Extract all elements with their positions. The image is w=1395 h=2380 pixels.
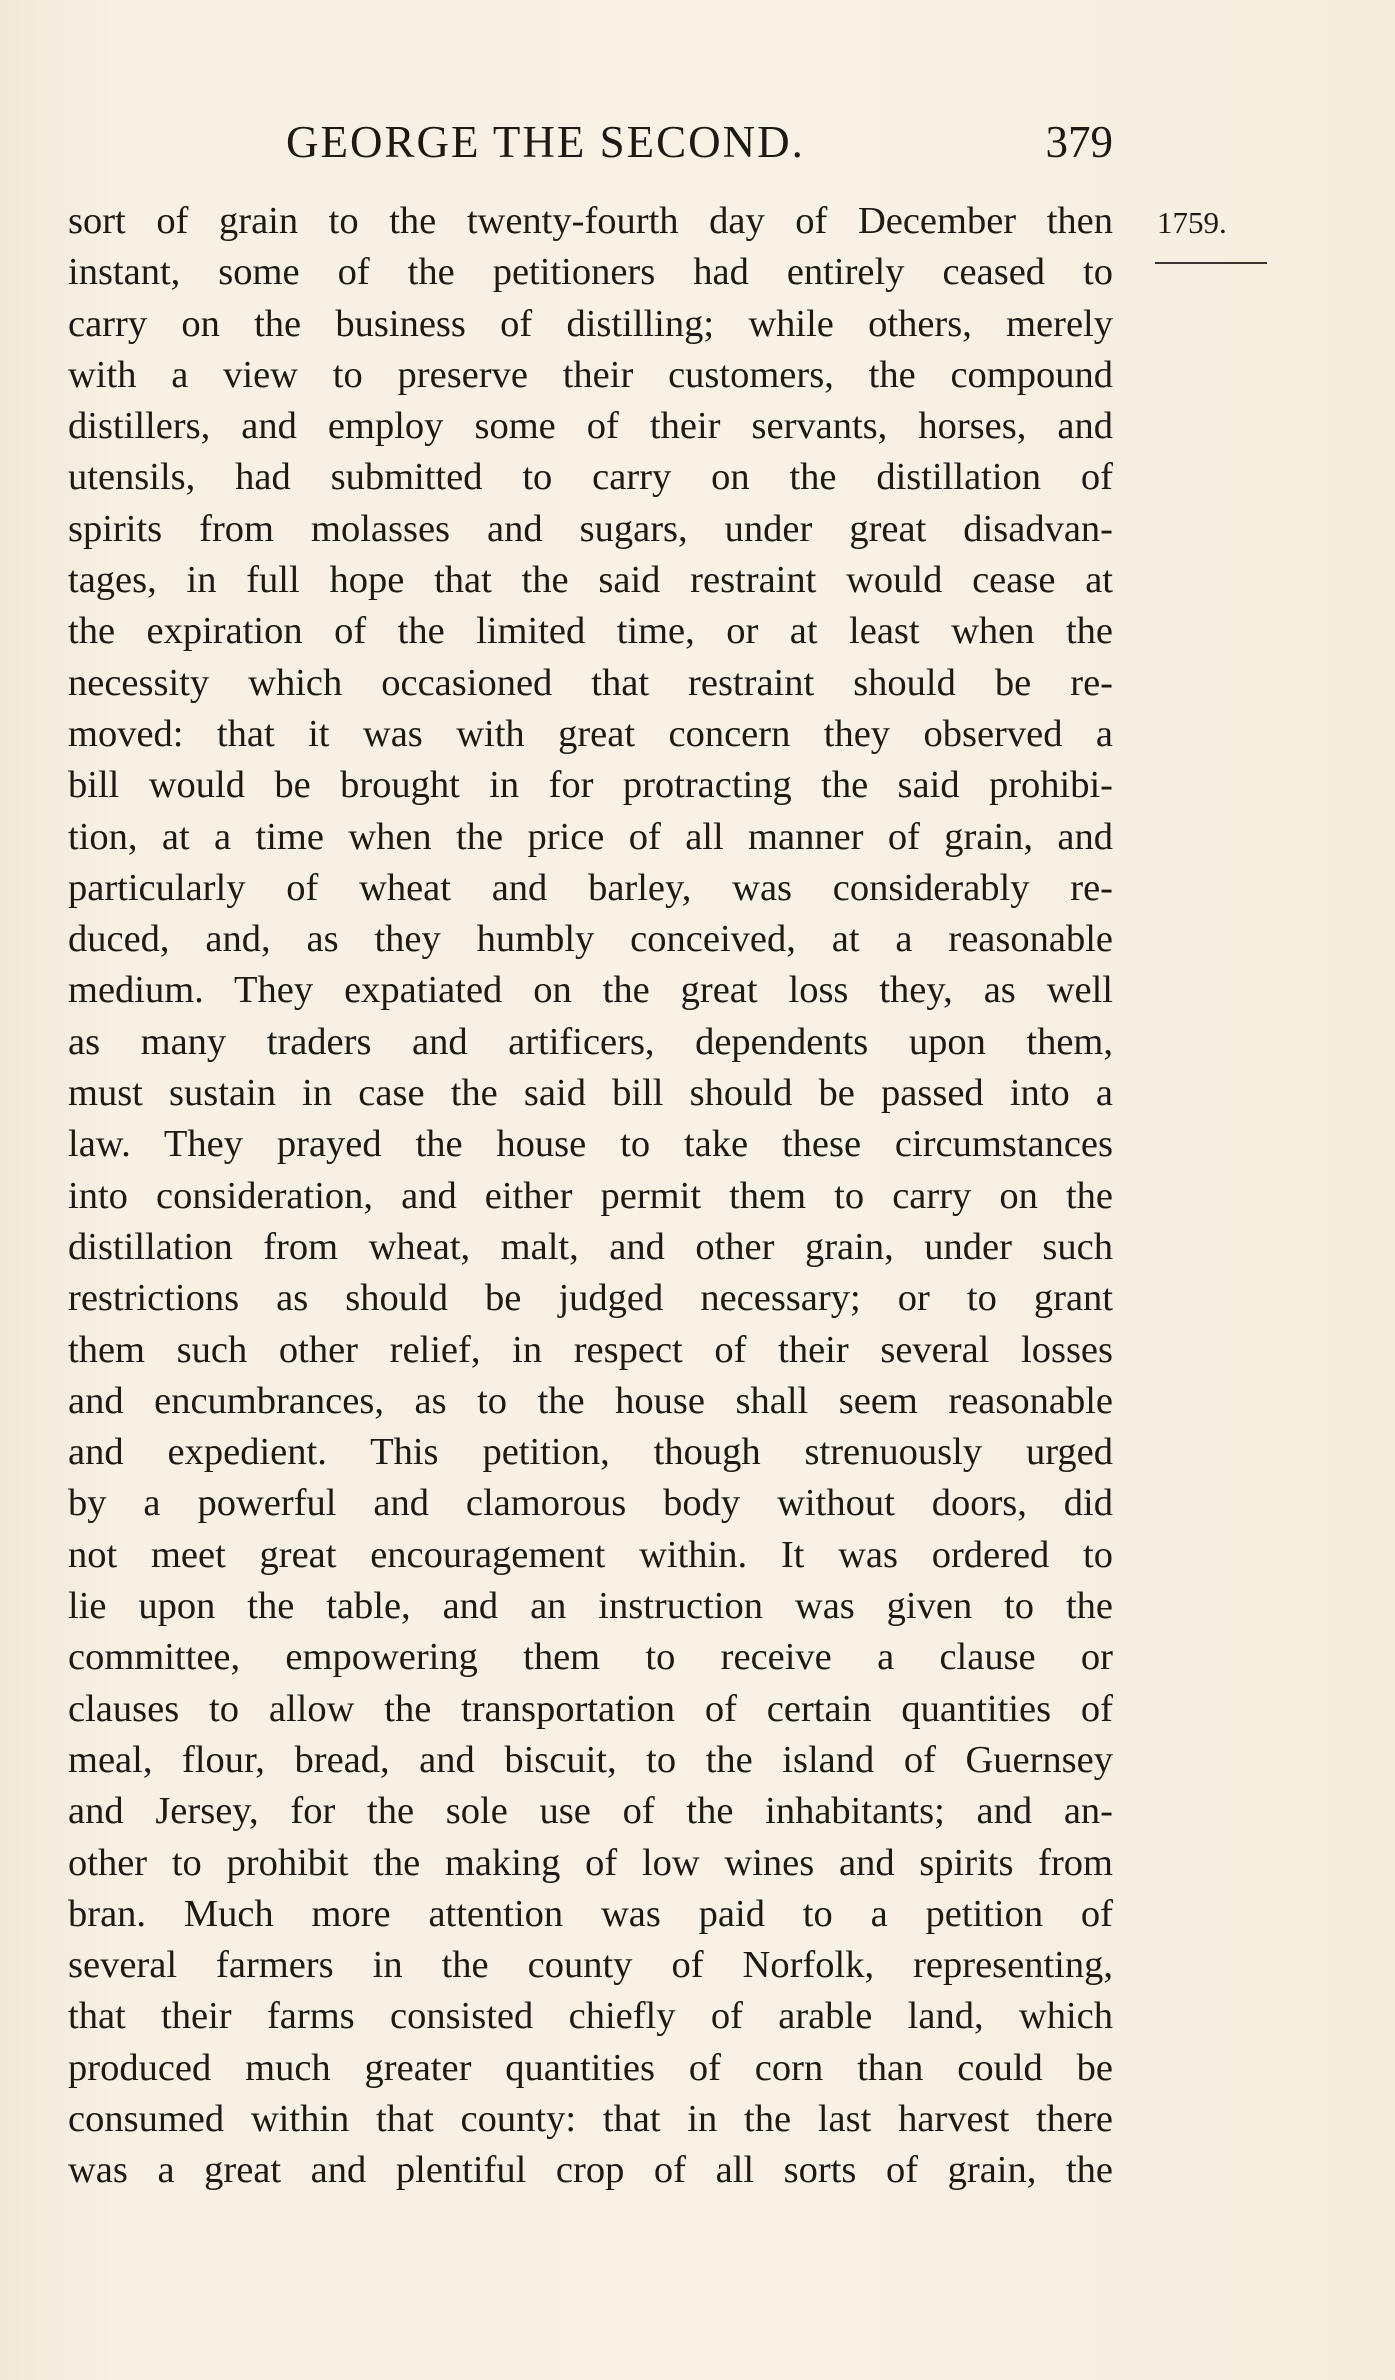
text-line: other to prohibit the making of low wines and spirits from [68,1841,1113,1884]
text-line: particularly of wheat and barley, was considerably re- [68,866,1113,909]
text-line: tages, in full hope that the said restraint would cease at [68,559,1113,602]
text-line: consumed within that county: that in the last harvest there [68,2097,1113,2140]
text-line: and encumbrances, as to the house shall seem reasonable [68,1379,1113,1422]
text-line: law. They prayed the house to take these circumstances [68,1123,1113,1166]
text-line: that their farms consisted chiefly of arable land, which [68,1995,1113,2038]
text-line: and Jersey, for the sole use of the inhabitants; and an- [68,1790,1113,1833]
text-line: was a great and plentiful crop of all sorts of grain, the [68,2149,1113,2192]
running-head [68,112,1113,172]
text-line: several farmers in the county of Norfolk, representing, [68,1944,1113,1987]
text-line: sort of grain to the twenty-fourth day of December then [68,200,1113,242]
text-line: with a view to preserve their customers, the compound [68,353,1113,396]
text-line: utensils, had submitted to carry on the distillation of [68,456,1113,499]
text-line: not meet great encouragement within. It was ordered to [68,1533,1113,1576]
margin-year-note: 1759. [1157,205,1227,240]
text-line: duced, and, as they humbly conceived, at a reasonable [68,918,1113,961]
text-line: instant, some of the petitioners had entirely ceased to [68,251,1113,294]
text-line: distillers, and employ some of their servants, horses, and [68,405,1113,448]
text-line: restrictions as should be judged necessary; or to grant [68,1277,1113,1320]
text-line: bran. Much more attention was paid to a petition of [68,1892,1113,1935]
text-line: necessity which occasioned that restraint should be re- [68,661,1113,704]
body-text [68,196,1113,2197]
text-line: produced much greater quantities of corn than could be [68,2046,1113,2089]
text-line: bill would be brought in for protracting the said prohibi- [68,764,1113,807]
text-line: them such other relief, in respect of their several losses [68,1328,1113,1371]
running-title: GEORGE THE SECOND. [286,117,805,167]
text-line: tion, at a time when the price of all manner of grain, and [68,815,1113,858]
margin-rule [1155,262,1267,264]
text-line: the expiration of the limited time, or at least when the [68,610,1113,653]
text-line: clauses to allow the transportation of certain quantities of [68,1687,1113,1730]
text-line: meal, flour, bread, and biscuit, to the island of Guernsey [68,1738,1113,1781]
text-line: carry on the business of distilling; while others, merely [68,302,1113,345]
text-line: lie upon the table, and an instruction was given to the [68,1585,1113,1628]
text-line: by a powerful and clamorous body without doors, did [68,1482,1113,1525]
text-line: spirits from molasses and sugars, under great disadvan- [68,507,1113,550]
page-number: 379 [1045,117,1113,167]
text-line: as many traders and artificers, dependents upon them, [68,1020,1113,1063]
text-line: moved: that it was with great concern they observed a [68,712,1113,755]
text-line: must sustain in case the said bill should be passed into a [68,1072,1113,1115]
text-line: into consideration, and either permit them to carry on the [68,1174,1113,1217]
text-line: medium. They expatiated on the great loss they, as well [68,969,1113,1012]
text-line: committee, empowering them to receive a clause or [68,1636,1113,1679]
text-line: distillation from wheat, malt, and other grain, under such [68,1225,1113,1268]
text-line: and expedient. This petition, though strenuously urged [68,1431,1113,1474]
